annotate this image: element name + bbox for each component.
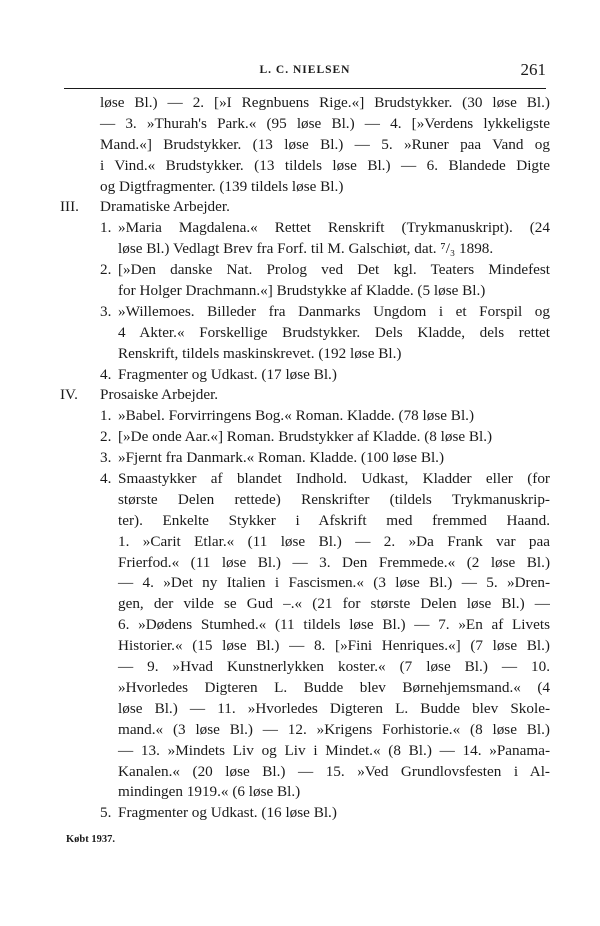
- line-text: i Vind.« Brudstykker. (13 tildels løse Bl.) — 6. Blandede Digte: [100, 156, 550, 174]
- line-text: løse Bl.) — 11. »Hvorledes Digteren L. Budde blev Skole-: [118, 699, 550, 717]
- text-line: [60, 469, 550, 490]
- line-text: »Babel. Forvirringens Bog.« Roman. Kladde. (78 løse Bl.): [118, 407, 475, 425]
- text-line: [60, 302, 550, 323]
- text-line: [60, 406, 550, 427]
- line-text: »Maria Magdalena.« Rettet Renskrift (Trykmanuskript). (24: [118, 219, 550, 237]
- line-text: Kanalen.« (20 løse Bl.) — 15. »Ved Grundlovsfesten i Al-: [118, 762, 550, 780]
- text-line: [60, 699, 550, 720]
- text-line: [60, 448, 550, 469]
- header-rule: [64, 88, 546, 89]
- acquisition-note: Købt 1937.: [66, 834, 116, 845]
- running-head: [64, 60, 546, 84]
- text-line: [60, 218, 550, 239]
- item-number: 5.: [100, 804, 112, 822]
- section-number: IV.: [60, 386, 78, 404]
- line-text: »Fjernt fra Danmark.« Roman. Kladde. (100 løse Bl.): [118, 449, 445, 467]
- text-line: [60, 573, 550, 594]
- line-text: Frierfod.« (11 løse Bl.) — 3. Den Fremmede.« (2 løse Bl.): [118, 553, 550, 571]
- line-text: Smaastykker af blandet Indhold. Udkast, Kladder eller (for: [118, 470, 550, 488]
- line-text: — 13. »Mindets Liv og Liv i Mindet.« (8 Bl.) — 14. »Panama-: [118, 741, 550, 759]
- text-line: [60, 741, 550, 762]
- text-line: [60, 197, 550, 218]
- text-line: [60, 511, 550, 532]
- line-text: mand.« (3 løse Bl.) — 12. »Krigens Forhistorie.« (8 løse Bl.): [118, 720, 550, 738]
- item-number: 2.: [100, 428, 112, 446]
- text-line: [60, 260, 550, 281]
- line-text: løse Bl.) Vedlagt Brev fra Forf. til M. Galschiøt, dat. ⁷/₃ 1898.: [118, 240, 494, 258]
- text-line: [60, 281, 550, 302]
- line-text: Historier.« (15 løse Bl.) — 8. [»Fini Henriques.«] (7 løse Bl.): [118, 637, 550, 655]
- line-text: og Digtfragmenter. (139 tildels løse Bl.): [100, 177, 344, 195]
- item-number: 3.: [100, 302, 112, 320]
- text-line: [60, 385, 550, 406]
- line-text: ter). Enkelte Stykker i Afskrift med fremmed Haand.: [118, 511, 550, 529]
- line-text: [»Den danske Nat. Prolog ved Det kgl. Teaters Mindefest: [118, 261, 550, 279]
- text-line: [60, 239, 550, 260]
- text-line: [60, 114, 550, 135]
- body-text: [60, 93, 550, 824]
- text-line: [60, 615, 550, 636]
- text-line: [60, 532, 550, 553]
- text-line: [60, 177, 550, 198]
- line-text: for Holger Drachmann.«] Brudstykke af Kladde. (5 løse Bl.): [118, 282, 486, 300]
- item-number: 4.: [100, 365, 112, 383]
- item-number: 1.: [100, 407, 112, 425]
- line-text: »Hvorledes Digteren L. Budde blev Børnehjemsmand.« (4: [118, 678, 550, 696]
- line-text: Fragmenter og Udkast. (16 løse Bl.): [118, 804, 337, 822]
- text-line: [60, 720, 550, 741]
- line-text: »Willemoes. Billeder fra Danmarks Ungdom i et Forspil og: [118, 302, 550, 320]
- line-text: Prosaiske Arbejder.: [100, 386, 219, 404]
- line-text: — 9. »Hvad Kunstnerlykken koster.« (7 løse Bl.) — 10.: [118, 658, 550, 676]
- text-line: [60, 803, 550, 824]
- text-line: [60, 344, 550, 365]
- text-line: [60, 135, 550, 156]
- text-line: [60, 323, 550, 344]
- item-number: 3.: [100, 449, 112, 467]
- line-text: Renskrift, tildels maskinskrevet. (192 løse Bl.): [118, 344, 402, 362]
- text-line: [60, 490, 550, 511]
- text-line: [60, 657, 550, 678]
- line-text: — 4. »Det ny Italien i Fascismen.« (3 løse Bl.) — 5. »Dren-: [118, 574, 550, 592]
- line-text: Fragmenter og Udkast. (17 løse Bl.): [118, 365, 337, 383]
- line-text: løse Bl.) — 2. [»I Regnbuens Rige.«] Brudstykker. (30 løse Bl.): [100, 94, 550, 111]
- text-line: [60, 365, 550, 386]
- item-number: 1.: [100, 219, 112, 237]
- text-line: [60, 553, 550, 574]
- text-line: [60, 678, 550, 699]
- page-number: 261: [520, 60, 546, 79]
- text-line: [60, 636, 550, 657]
- section-number: III.: [60, 198, 79, 216]
- line-text: 6. »Dødens Stumhed.« (11 tildels løse Bl.) — 7. »En af Livets: [118, 616, 550, 634]
- text-line: [60, 427, 550, 448]
- line-text: — 3. »Thurah's Park.« (95 løse Bl.) — 4. [»Verdens lykkeligste: [100, 114, 550, 132]
- text-line: [60, 594, 550, 615]
- line-text: mindingen 1919.« (6 løse Bl.): [118, 783, 301, 801]
- item-number: 4.: [100, 470, 112, 488]
- item-number: 2.: [100, 261, 112, 279]
- line-text: største Delen rettede) Renskrifter (tildels Trykmanuskrip-: [118, 490, 550, 508]
- text-line: [60, 93, 550, 114]
- line-text: Mand.«] Brudstykker. (13 løse Bl.) — 5. »Runer paa Vand og: [100, 135, 550, 153]
- line-text: 4 Akter.« Forskellige Brudstykker. Dels Kladde, dels rettet: [118, 323, 550, 341]
- line-text: 1. »Carit Etlar.« (11 løse Bl.) — 2. »Da Frank var paa: [118, 532, 550, 550]
- text-line: [60, 156, 550, 177]
- line-text: gen, der vilde se Gud –.« (21 for største Delen løse Bl.) —: [118, 595, 550, 613]
- text-line: [60, 782, 550, 803]
- running-title: L. C. NIELSEN: [259, 64, 351, 76]
- line-text: [»De onde Aar.«] Roman. Brudstykker af Kladde. (8 løse Bl.): [118, 428, 493, 446]
- line-text: Dramatiske Arbejder.: [100, 198, 230, 216]
- text-line: [60, 762, 550, 783]
